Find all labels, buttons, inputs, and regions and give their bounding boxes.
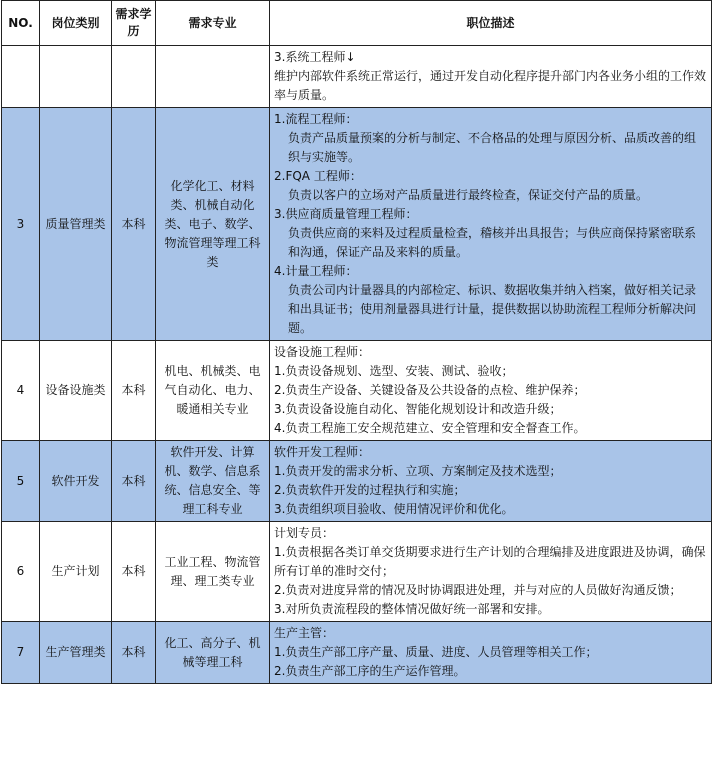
cell-description <box>270 622 712 684</box>
table-row <box>2 622 712 684</box>
description-line: 2.FQA 工程师： <box>274 169 362 183</box>
cell-major: 机电、机械类、电气自动化、电力、暖通相关专业 <box>156 341 270 441</box>
description-line: 2.负责软件开发的过程执行和实施； <box>274 483 466 497</box>
description-line: 3.负责设备设施自动化、智能化规划设计和改造升级； <box>274 402 562 416</box>
description-line: 生产主管： <box>274 626 335 640</box>
description-line: 4.负责工程施工安全规范建立、安全管理和安全督查工作。 <box>274 421 586 435</box>
header-education: 需求学历 <box>112 1 156 46</box>
description-line: 负责公司内计量器具的内部检定、标识、数据收集并纳入档案，做好相关记录和出具证书；使用剂量器具进行计量，提供数据以协助流程工程师分析解决问题。 <box>288 283 697 335</box>
cell-description <box>270 341 712 441</box>
cell-description <box>270 108 712 341</box>
cell-description <box>270 522 712 622</box>
description-line: 1.流程工程师： <box>274 112 358 126</box>
cell-education: 本科 <box>112 441 156 522</box>
cell-category: 生产管理类 <box>40 622 112 684</box>
cell-category: 设备设施类 <box>40 341 112 441</box>
description-line: 负责产品质量预案的分析与制定、不合格品的处理与原因分析、品质改善的组织与实施等。 <box>288 131 697 164</box>
table-row <box>2 46 712 108</box>
header-no: NO. <box>2 1 40 46</box>
cell-major: 化工、高分子、机械等理工科 <box>156 622 270 684</box>
cell-no: 6 <box>2 522 40 622</box>
cell-education: 本科 <box>112 522 156 622</box>
header-row <box>2 1 712 46</box>
description-line: 1.负责开发的需求分析、立项、方案制定及技术选型； <box>274 464 562 478</box>
description-line: 3.供应商质量管理工程师： <box>274 207 418 221</box>
description-line: 维护内部软件系统正常运行，通过开发自动化程序提升部门内各业务小组的工作效率与质量。 <box>274 69 707 102</box>
recruitment-table <box>1 0 712 684</box>
header-category: 岗位类别 <box>40 1 112 46</box>
description-line: 1.负责设备规划、选型、安装、测试、验收； <box>274 364 514 378</box>
cell-education: 本科 <box>112 108 156 341</box>
cell-education: 本科 <box>112 341 156 441</box>
description-line: 负责供应商的来料及过程质量检查，稽核并出具报告；与供应商保持紧密联系和沟通，保证产品及来料的质量。 <box>288 226 697 259</box>
cell-education: 本科 <box>112 622 156 684</box>
cell-major: 软件开发、计算机、数学、信息系统、信息安全、等理工科专业 <box>156 441 270 522</box>
description-line: 负责以客户的立场对产品质量进行最终检查，保证交付产品的质量。 <box>288 188 649 202</box>
cell-major: 化学化工、材料类、机械自动化类、电子、数学、物流管理等理工科类 <box>156 108 270 341</box>
description-line: 3.对所负责流程段的整体情况做好统一部署和安排。 <box>274 602 550 616</box>
description-line: 计划专员： <box>274 526 335 540</box>
cell-category: 质量管理类 <box>40 108 112 341</box>
cell-major <box>156 46 270 108</box>
description-line: 1.负责根据各类订单交货期要求进行生产计划的合理编排及进度跟进及协调，确保所有订单的准时交付； <box>274 545 706 578</box>
description-line: 设备设施工程师： <box>274 345 371 359</box>
cell-major: 工业工程、物流管理、理工类专业 <box>156 522 270 622</box>
description-line: 1.负责生产部工序产量、质量、进度、人员管理等相关工作； <box>274 645 598 659</box>
cell-category: 软件开发 <box>40 441 112 522</box>
cell-description <box>270 441 712 522</box>
description-line: 2.负责对进度异常的情况及时协调跟进处理，并与对应的人员做好沟通反馈； <box>274 583 682 597</box>
cell-no: 3 <box>2 108 40 341</box>
description-line: 2.负责生产部工序的生产运作管理。 <box>274 664 466 678</box>
cell-no: 5 <box>2 441 40 522</box>
description-line: 2.负责生产设备、关键设备及公共设备的点检、维护保养； <box>274 383 586 397</box>
header-description: 职位描述 <box>270 1 712 46</box>
table-row <box>2 441 712 522</box>
table-row <box>2 108 712 341</box>
cell-category: 生产计划 <box>40 522 112 622</box>
table-row <box>2 341 712 441</box>
description-line: 4.计量工程师： <box>274 264 358 278</box>
cell-no: 4 <box>2 341 40 441</box>
description-line: 软件开发工程师： <box>274 445 371 459</box>
cell-education <box>112 46 156 108</box>
cell-no <box>2 46 40 108</box>
cell-no: 7 <box>2 622 40 684</box>
description-line: 3.系统工程师↓ <box>274 50 356 64</box>
description-line: 3.负责组织项目验收、使用情况评价和优化。 <box>274 502 514 516</box>
table-row <box>2 522 712 622</box>
cell-description <box>270 46 712 108</box>
cell-category <box>40 46 112 108</box>
header-major: 需求专业 <box>156 1 270 46</box>
